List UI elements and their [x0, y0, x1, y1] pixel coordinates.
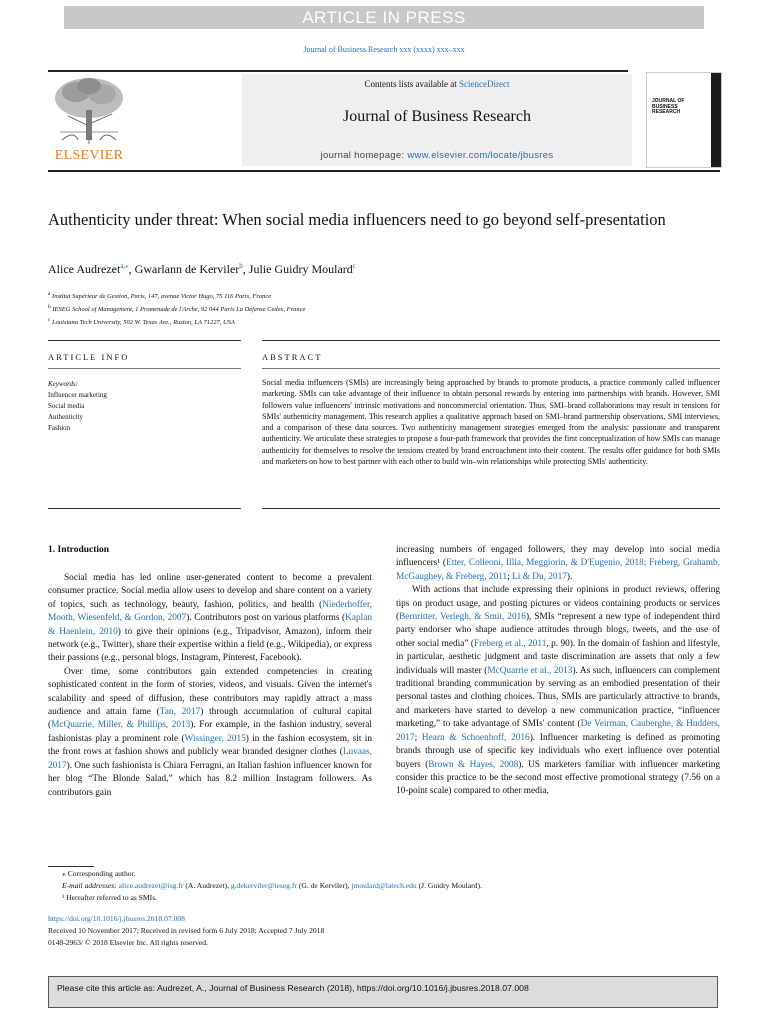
keywords-block: [48, 379, 241, 434]
body-paragraph: [396, 544, 720, 584]
keywords-label: Keywords:: [48, 380, 79, 388]
author-affiliation-mark[interactable]: c: [352, 262, 356, 270]
body-text: ), SMIs “represent a new type of independent third party endorser who shape audience attitudes through blogs, tweets, and the use of other social media” (: [396, 612, 720, 649]
body-paragraph: [396, 584, 720, 799]
email-label: E-mail addresses:: [62, 881, 119, 890]
keyword-item: Authenticity: [48, 413, 83, 421]
citation-link[interactable]: Bernritter, Verlegh, & Smit, 2016: [399, 612, 526, 623]
email-link[interactable]: alice.audrezet@isg.fr: [118, 881, 184, 890]
citation-link[interactable]: Kaplan & Haenlein, 2010: [48, 613, 372, 637]
article-info-label: ARTICLE INFO: [48, 352, 130, 362]
journal-homepage-link[interactable]: www.elsevier.com/locate/jbusres: [407, 150, 554, 161]
body-column-right: [396, 544, 720, 799]
section-heading-introduction: 1. Introduction: [48, 545, 110, 555]
keyword-item: Influencer marketing: [48, 391, 107, 399]
abstract-label: ABSTRACT: [262, 352, 323, 362]
received-dates: Received 10 November 2017; Received in revised form 6 July 2018; Accepted 7 July 2018: [48, 926, 325, 935]
body-text: Social media has led online user-generated content to become a prevalent consumer practice. Social media allow users to develop and share content on a variety of topics, such as technology, beauty, fashion, politics, and health (: [48, 573, 372, 610]
body-text: ) through accumulation of cultural capital (: [48, 707, 372, 731]
contents-prefix: Contents lists available at: [364, 79, 459, 89]
abstract-text: Social media influencers (SMIs) are increasingly being approached by brands to promote products, a practice commonly called influencer marketing. SMIs can take advantage of their influence to obtain personal rewards by entering into partnerships with brands. However, SMI followers value influencers' intrinsic motivations and noncommercial orientation. Thus, SMI–brand collaborations may result in tensions for SMIs' authenticity management. This research applies a qualitative approach based on SMI–brand partnership observations, SMI interviews, and a comparison of these data sources. Two authenticity management strategies emerged from the analysis: passionate and transparent authenticity. We articulate these strategies to propose a four-path framework that provides the first conceptualization of how SMIs can manage authenticity for themselves to resolve the tensions created by brand encroachment into their content. The results offer guidance for both SMIs and marketers on how to best partner with each other to build win–win relationships while protecting SMIs' authenticity.: [262, 378, 720, 467]
cover-title: JOURNAL OF BUSINESS RESEARCH: [652, 98, 685, 115]
citation-link[interactable]: Etter, Colleoni, Illia, Meggiorin, & D'Eugenio, 2018; Freberg, Grahamb, McGaughey, & Freberg, 2011: [396, 558, 720, 582]
citation-link[interactable]: McQuarrie, Miller, & Phillips, 2013: [51, 720, 191, 731]
article-info-top-rule: [48, 340, 241, 341]
citation-link[interactable]: Freberg et al., 2011: [474, 638, 547, 649]
sciencedirect-link[interactable]: ScienceDirect: [459, 79, 510, 89]
author-affiliation-mark[interactable]: b: [239, 262, 243, 270]
author-name: Gwarlann de Kerviler: [134, 262, 240, 276]
contents-available-line: [242, 79, 632, 89]
citation-link[interactable]: McQuarrie et al., 2013: [487, 665, 573, 676]
citation-link[interactable]: Hearn & Schoenhoff, 2016: [421, 732, 530, 743]
body-paragraph: [48, 666, 372, 800]
article-title: Authenticity under threat: When social media influencers need to go beyond self-presentation: [48, 210, 666, 229]
journal-title: Journal of Business Research: [343, 108, 531, 125]
affiliation-text: IESEG School of Management, 1 Promenade de l'Arche, 92 044 Paris La Défense Cedex, France: [50, 306, 306, 314]
masthead-top-rule: [48, 70, 628, 72]
body-text: Over time, some contributors gain extended competencies in creating sophisticated content in the form of stories, videos, and visuals. Given the internet's scalability and speed of diffusion, these contributors may rapidly attract a mass audience and attain fame (: [48, 666, 372, 718]
author-name: Alice Audrezet: [48, 262, 121, 276]
body-text: ).: [566, 571, 573, 582]
footnote-1: ¹ Hereafter referred to as SMIs.: [62, 893, 158, 902]
body-text: ). US marketers familiar with influencer marketing consider this practice to be the second most effective promotional strategy (7.56 on a 10-point scale) compared to other media,: [396, 759, 720, 797]
author-list: Alice Audrezet$^{a,⁎}$, Gwarlann de Kerviler$^b$, Julie Guidry Moulard$^c$: [48, 262, 356, 276]
abstract-bottom-rule: [262, 508, 720, 509]
cover-spine: [711, 73, 721, 167]
homepage-prefix: journal homepage:: [320, 150, 408, 161]
corresponding-author-note: ⁎ Corresponding author.: [62, 869, 136, 878]
citation-link[interactable]: Luvaas, 2017: [48, 747, 372, 771]
journal-cover-thumbnail: [646, 72, 722, 168]
keyword-item: Social media: [48, 402, 85, 410]
body-text: ). One such fashionista is Chiara Ferragni, an Italian fashion influencer known for her blog “The Blonde Salad,” which has 8.2 million Instagram followers. As contributors gain: [48, 760, 372, 798]
author-affiliation-mark[interactable]: a,⁎: [120, 262, 129, 270]
email-owner: (J. Guidry Moulard).: [416, 881, 482, 890]
author-name: Julie Guidry Moulard: [248, 262, 353, 276]
citation-link[interactable]: Niederhoffer, Mooth, Wiesenfeld, & Gordon, 2007: [48, 599, 372, 624]
journal-reference-link[interactable]: Journal of Business Research xxx (xxxx) xxx–xxx: [303, 45, 465, 54]
body-text: ;: [414, 732, 422, 743]
body-text: ). Contributors post on various platforms (: [186, 613, 346, 624]
affiliation-line: [48, 302, 708, 315]
email-addresses: [48, 880, 720, 892]
body-text: ) to give their opinions (e.g., Tripadvisor, Amazon), inform their network (e.g., Twitter), share their expertise within a field (e.g., Wikipedia), or express their passions (e.g., personal blogs, Instagram, Pinterest, Facebook).: [48, 626, 372, 664]
body-text: ). For example, in the fashion industry, several fashionistas play a prominent role (: [48, 720, 372, 744]
journal-homepage-line: [242, 150, 632, 161]
affiliation-mark: a: [48, 291, 51, 297]
email-owner: (G. de Kerviler),: [296, 881, 352, 890]
publication-info: [48, 913, 720, 949]
citation-link[interactable]: Li & Du, 2017: [512, 571, 567, 582]
citation-text: Please cite this article as: Audrezet, A., Journal of Business Research (2018), https://doi.org/10.1016/j.jbusres.2018.07.008: [57, 983, 529, 993]
citation-link[interactable]: Tan, 2017: [159, 707, 201, 718]
footnote-rule: [48, 866, 94, 867]
article-info-divider: [48, 368, 241, 369]
elsevier-wordmark: ELSEVIER: [54, 148, 124, 163]
affiliation-line: [48, 315, 708, 328]
masthead-bottom-rule: [48, 170, 720, 172]
body-text: increasing numbers of engaged followers, they may develop into social media influencers¹ (: [396, 545, 720, 569]
footnotes: [48, 868, 720, 904]
affiliation-text: Institut Supérieur de Gestion, Paris, 147, avenue Victor Hugo, 75 116 Paris, France: [50, 293, 272, 301]
email-link[interactable]: jmoulard@latech.edu: [351, 881, 417, 890]
body-text: ;: [507, 571, 513, 582]
abstract-top-rule: [262, 340, 720, 341]
citation-link[interactable]: De Veirman, Cauberghe, & Hudders, 2017: [396, 719, 720, 743]
citation-link[interactable]: Wissinger, 2015: [184, 733, 246, 744]
affiliation-mark: c: [48, 317, 51, 324]
article-info-bottom-rule: [48, 508, 241, 509]
article-in-press-banner: ARTICLE IN PRESS: [64, 6, 704, 29]
body-column-left: [48, 572, 372, 800]
elsevier-tree-icon: [48, 74, 130, 146]
body-text: , p. 90). In the domain of fashion and lifestyle, in particular, aesthetic judgment and taste discrimination are assets that only a few individuals will master (: [396, 638, 720, 676]
affiliation-line: [48, 289, 708, 302]
body-text: ). As such, influencers can complement traditional branding communication by serving as an embodied presentation of their personal tastes and clothing choices. Thus, SMIs are particularly attractive to brands, and marketers have started to develop a new communication practice, “influencer marketing,” to take advantage of SMIs' content (: [396, 665, 720, 730]
body-text: ). Influencer marketing is defined as promoting brands through use of specific key individuals who exert influence over potential buyers (: [396, 732, 720, 770]
body-paragraph: [48, 572, 372, 666]
body-text: With actions that include expressing their opinions in product reviews, offering tips on product usage, and posting pictures or videos containing products or services (: [396, 585, 720, 623]
journal-masthead: [48, 70, 720, 166]
email-link[interactable]: g.dekerviler@ieseg.fr: [230, 881, 297, 890]
affiliation-text: Louisiana Tech University, 502 W. Texas Ave., Ruston, LA 71227, USA: [50, 319, 235, 327]
body-text: ) in the fashion ecosystem, sit in the front rows at fashion shows and publicly wear branded designer clothes (: [48, 733, 372, 758]
doi-link[interactable]: https://doi.org/10.1016/j.jbusres.2018.07.008: [48, 914, 185, 923]
citation-link[interactable]: Brown & Hayes, 2008: [428, 759, 519, 770]
affiliation-mark: b: [48, 304, 51, 311]
email-owner: (A. Audrezet),: [183, 881, 231, 890]
copyright-line: 0148-2963/ © 2018 Elsevier Inc. All rights reserved.: [48, 938, 208, 947]
keyword-item: Fashion: [48, 424, 71, 432]
affiliations: [48, 289, 708, 328]
abstract-divider: [262, 368, 720, 369]
